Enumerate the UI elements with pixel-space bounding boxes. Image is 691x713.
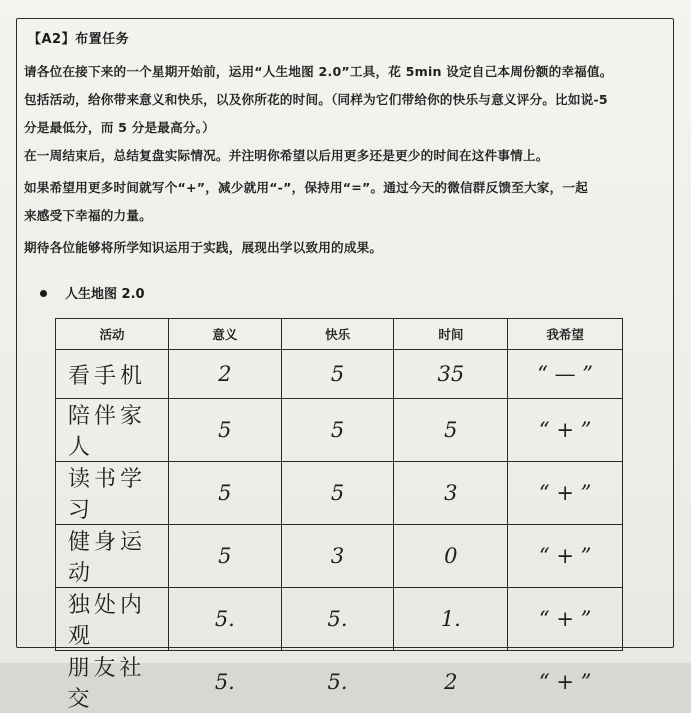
cell-activity: 看手机: [56, 350, 169, 399]
table-header-row: [56, 319, 623, 350]
cell-activity: 朋友社交: [56, 651, 169, 713]
paragraph-line-2: 包括活动，给你带来意义和快乐，以及你所花的时间。（同样为它们带给你的快乐与意义评分。比如说-5: [24, 86, 664, 114]
cell-activity: 陪伴家人: [56, 399, 169, 462]
bullet-item: [40, 283, 145, 302]
cell-time: 5: [394, 399, 508, 462]
paragraph-line-3: 分是最低分，而 5 分是最高分。）: [24, 114, 664, 142]
cell-hope: “ + ”: [508, 588, 623, 651]
cell-time: 3: [394, 462, 508, 525]
paragraph-line-6: 来感受下幸福的力量。: [24, 202, 664, 230]
cell-hope: “ — ”: [508, 350, 623, 399]
cell-meaning: 5: [168, 525, 281, 588]
cell-activity: 健身运动: [56, 525, 169, 588]
cell-joy: 3: [281, 525, 394, 588]
cell-time: 0: [394, 525, 508, 588]
cell-time: 35: [394, 350, 508, 399]
cell-activity: 读书学习: [56, 462, 169, 525]
cell-meaning: 5: [168, 399, 281, 462]
cell-joy: 5: [281, 399, 394, 462]
cell-meaning: 5.: [168, 588, 281, 651]
header-activity: 活动: [56, 319, 169, 350]
paragraph-line-4: 在一周结束后，总结复盘实际情况。并注明你希望以后用更多还是更少的时间在这件事情上。: [24, 142, 664, 170]
cell-time: 1.: [394, 588, 508, 651]
paragraph-line-1: 请各位在接下来的一个星期开始前，运用“人生地图 2.0”工具，花 5min 设定自己本周份额的幸福值。: [24, 58, 664, 86]
table-row: [56, 462, 623, 525]
cell-time: 2: [394, 651, 508, 713]
cell-joy: 5: [281, 462, 394, 525]
section-title: 【A2】布置任务: [28, 28, 129, 47]
bullet-dot-icon: [40, 290, 47, 297]
bullet-label: 人生地图 2.0: [65, 287, 145, 302]
header-joy: 快乐: [281, 319, 394, 350]
life-map-table: [55, 318, 623, 713]
cell-joy: 5.: [281, 651, 394, 713]
cell-hope: “ + ”: [508, 462, 623, 525]
cell-hope: “ + ”: [508, 651, 623, 713]
table-row: [56, 399, 623, 462]
cell-meaning: 5: [168, 462, 281, 525]
cell-hope: “ + ”: [508, 399, 623, 462]
cell-joy: 5: [281, 350, 394, 399]
cell-activity: 独处内观: [56, 588, 169, 651]
header-meaning: 意义: [168, 319, 281, 350]
table-row: [56, 350, 623, 399]
table-row: [56, 588, 623, 651]
cell-meaning: 5.: [168, 651, 281, 713]
header-hope: 我希望: [508, 319, 623, 350]
paragraph-line-7: 期待各位能够将所学知识运用于实践，展现出学以致用的成果。: [24, 234, 664, 262]
table-row: [56, 525, 623, 588]
cell-joy: 5.: [281, 588, 394, 651]
cell-meaning: 2: [168, 350, 281, 399]
table-row: [56, 651, 623, 713]
cell-hope: “ + ”: [508, 525, 623, 588]
header-time: 时间: [394, 319, 508, 350]
paragraph-line-5: 如果希望用更多时间就写个“+”，减少就用“-”，保持用“=”。通过今天的微信群反馈至大家，一起: [24, 174, 664, 202]
